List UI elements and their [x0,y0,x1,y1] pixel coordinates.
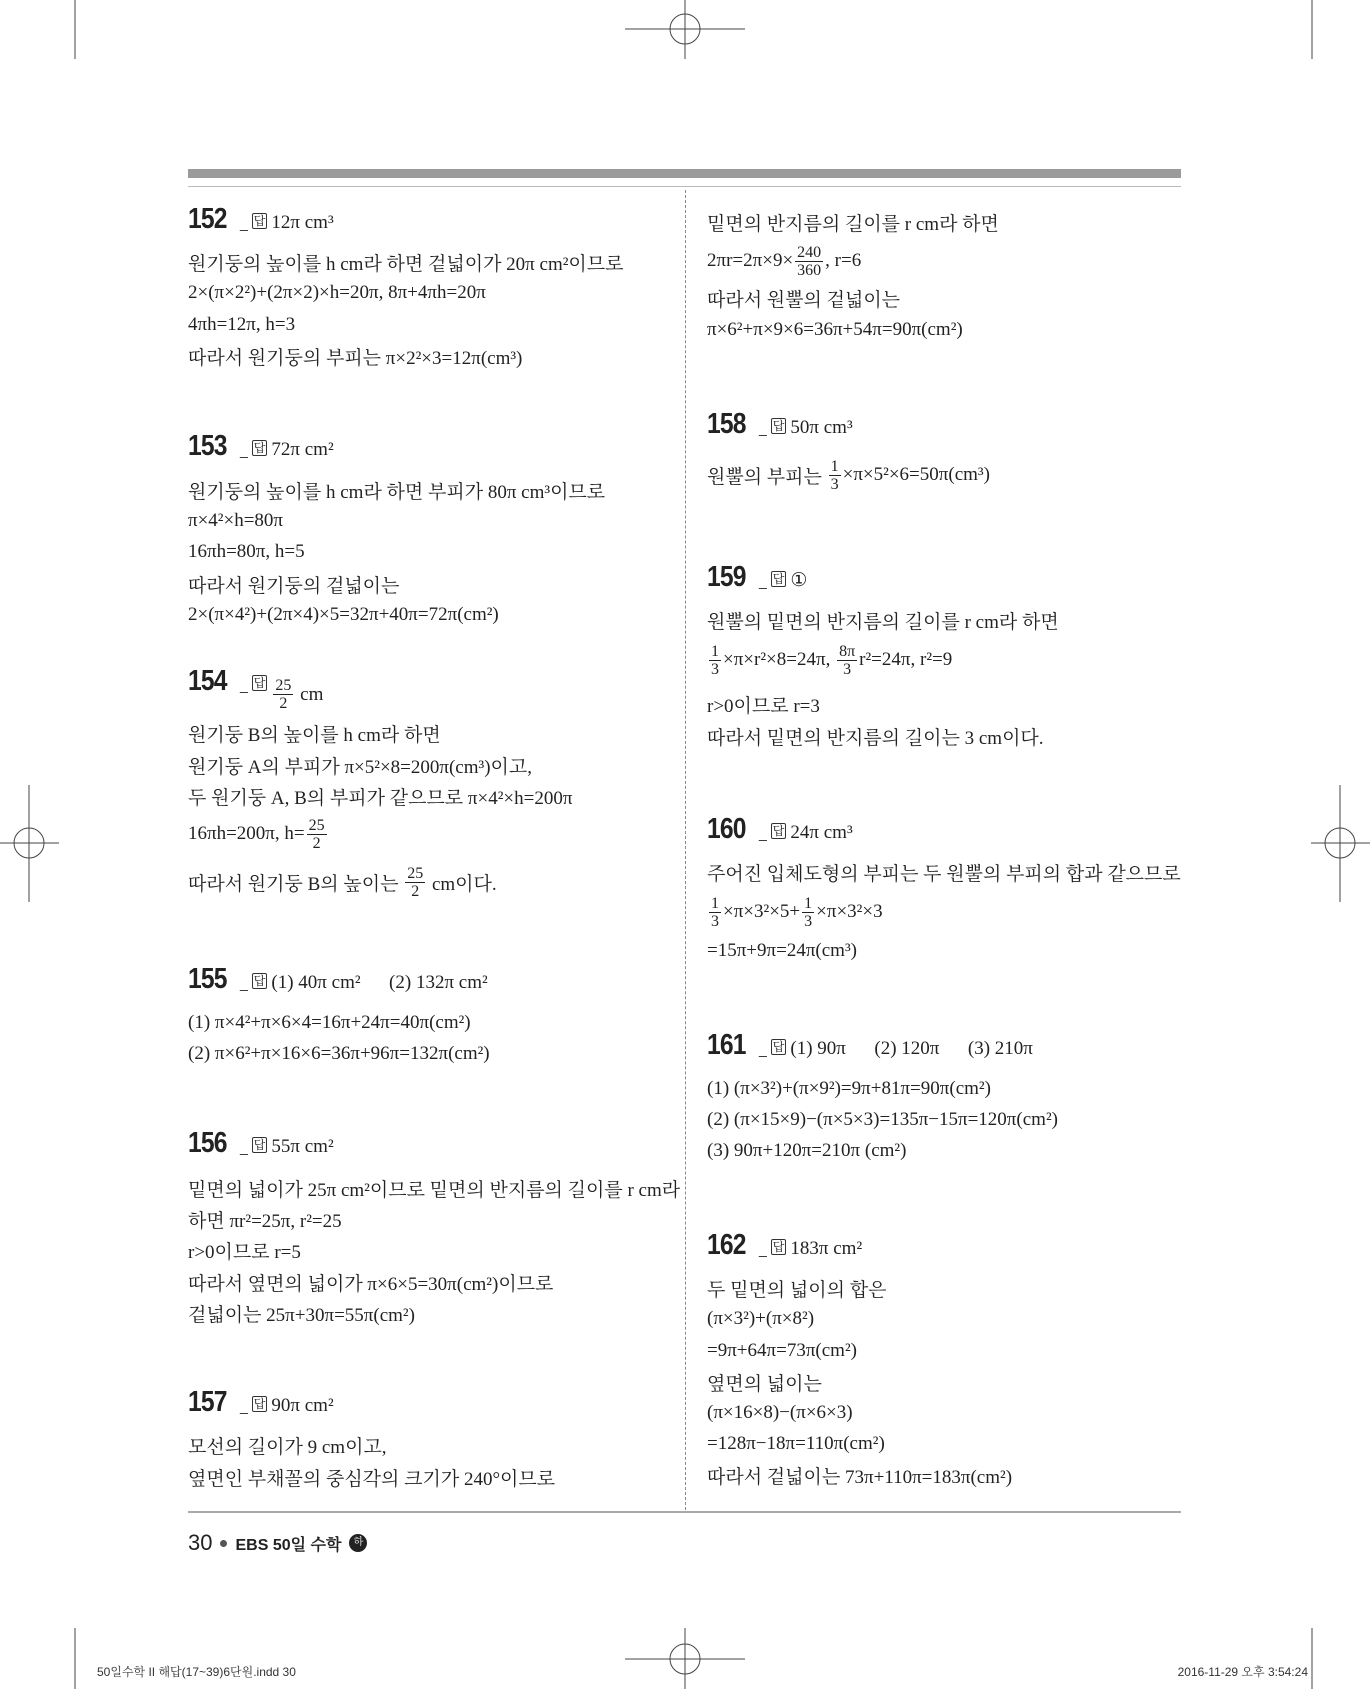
answer-icon: 답 [253,676,266,690]
math-text: 모선의 길이가 9 cm이고, [188,1436,387,1458]
answer-icon: 답 [253,441,266,455]
math-text: r>0이므로 r=5 [188,1241,301,1263]
solution-line [707,936,857,966]
denominator: 2 [279,695,288,712]
page-number: 30 [188,1530,213,1555]
answer-icon: 답 [772,824,785,838]
math-text: 두 원기둥 A, B의 부피가 같으므로 π×4²×h=200π [188,787,573,809]
underscore-mark: _ [759,1241,767,1257]
numerator: 1 [830,457,839,475]
solution-header [188,1386,334,1424]
fraction [837,643,857,678]
math-text: ×π×5²×6=50π(cm³) [842,464,990,485]
problem-number: 153 [188,430,227,462]
solution-line [707,315,963,345]
underscore-mark: _ [759,1041,767,1057]
fraction [802,895,814,930]
math-text: 밑면의 넓이가 25π cm²이므로 밑면의 반지름의 길이를 r cm라 [188,1179,681,1201]
math-text: ×π×r²×8=24π, [723,649,836,670]
solution-line [188,537,305,567]
solution-line [188,506,283,536]
underscore-mark: _ [240,215,248,231]
math-text: =128π−18π=110π(cm²) [707,1433,885,1454]
solution-line [188,1173,680,1203]
denominator: 360 [797,261,822,279]
solution-line [188,278,486,308]
math-text: 밑면의 반지름의 길이를 r cm라 하면 [707,213,999,235]
solution-line [707,283,900,313]
math-text: cm이다. [427,873,497,895]
math-text: (π×3²)+(π×8²) [707,1308,815,1329]
answer-value: ① [790,570,808,591]
solution-line [707,1105,1058,1135]
solution-line [188,475,605,505]
solution-line [188,569,399,599]
solution-line [707,207,999,237]
numerator: 8π [839,642,856,660]
math-text: 2×(π×2²)+(2π×2)×h=20π, 8π+4πh=20π [188,282,486,303]
denominator: 2 [312,834,321,852]
denominator: 2 [411,882,420,900]
math-text: 따라서 원뿔의 겉넓이는 [707,289,901,311]
math-text: (1) π×4²+π×6×4=16π+24π=40π(cm²) [188,1012,471,1033]
solution-line [188,750,532,780]
solution-header [707,1029,1033,1067]
problem-number: 152 [188,203,227,235]
solution-line [707,605,1059,635]
numerator: 1 [711,894,719,912]
math-text: 따라서 옆면의 넓이가 π×6×5=30π(cm²)이므로 [188,1273,554,1295]
solution-header [707,1229,862,1267]
math-text: 원기둥 A의 부피가 π×5²×8=200π(cm³)이고, [188,756,532,778]
solution-line [707,642,953,678]
answer-value: (1) 90π (2) 120π (3) 210π [790,1038,1033,1059]
underscore-mark: _ [240,1398,248,1414]
math-text: 4πh=12π, h=3 [188,314,296,335]
answer-value: 90π cm² [271,1395,334,1416]
solution-line [188,1039,490,1069]
math-text: 옆면인 부채꼴의 중심각의 크기가 240°이므로 [188,1468,556,1490]
denominator: 3 [843,660,852,678]
answer-icon: 답 [253,1397,266,1411]
math-text: 16πh=200π, h= [188,823,305,844]
problem-number: 154 [188,665,227,697]
solution-header [707,813,853,851]
math-text: 2×(π×4²)+(2π×4)×5=32π+40π=72π(cm²) [188,604,499,625]
numerator: 25 [308,816,325,834]
math-text: 따라서 원기둥의 부피는 π×2²×3=12π(cm³) [188,347,523,369]
solution-line [188,600,499,630]
math-text: 따라서 원기둥 B의 높이는 [188,873,404,895]
solution-header [188,203,334,241]
solution-line [188,1430,387,1460]
solution-line [707,894,883,930]
problem-number: 159 [707,561,746,593]
denominator: 3 [711,660,719,678]
problem-number: 161 [707,1029,746,1061]
math-text: =15π+9π=24π(cm³) [707,940,857,961]
numerator: 1 [711,642,719,660]
denominator: 3 [830,475,839,493]
fraction [405,865,425,900]
fraction [795,244,823,279]
solution-line [188,781,572,811]
underscore-mark: _ [240,975,248,991]
solution-line [707,1136,906,1166]
solution-line [707,1273,886,1303]
fraction [273,677,293,712]
math-text: 하면 πr²=25π, r²=25 [188,1210,342,1232]
solution-line [707,1304,814,1334]
solution-header [188,963,488,1001]
fraction [829,458,841,493]
math-text: , r=6 [825,250,862,271]
math-text: π×4²×h=80π [188,510,284,531]
solution-line [707,721,1044,751]
math-text: 두 밑면의 넓이의 합은 [707,1279,887,1301]
answer-icon: 답 [772,572,785,586]
denominator: 3 [711,912,719,930]
answer-icon: 답 [772,1240,785,1254]
solution-header [707,408,853,446]
solution-line [707,243,862,279]
numerator: 25 [407,864,424,882]
math-text: ×π×3²×3 [816,901,883,922]
problem-number: 162 [707,1229,746,1261]
solution-line [707,1460,1012,1490]
solution-header [188,1127,334,1165]
math-text: π×6²+π×9×6=36π+54π=90π(cm²) [707,319,963,340]
solution-line [188,1298,415,1328]
answer-icon: 답 [772,419,785,433]
answer-value: 24π cm³ [790,822,853,843]
solution-header [707,561,807,599]
solution-line [188,1204,342,1234]
math-text: (2) π×6²+π×16×6=36π+96π=132π(cm²) [188,1043,490,1064]
numerator: 25 [275,677,292,694]
page-footer [188,1530,367,1556]
math-text: (2) (π×15×9)−(π×5×3)=135π−15π=120π(cm²) [707,1109,1058,1130]
math-text: 원뿔의 밑면의 반지름의 길이를 r cm라 하면 [707,611,1059,633]
math-text: 따라서 원기둥의 겉넓이는 [188,575,400,597]
footer-rule [188,1511,1181,1513]
math-text: (1) (π×3²)+(π×9²)=9π+81π=90π(cm²) [707,1078,991,1099]
fraction [307,817,327,852]
solution-line [707,1074,991,1104]
answer-value: 72π cm² [271,439,334,460]
fraction [709,643,721,678]
underscore-mark: _ [759,573,767,589]
math-text: 따라서 겉넓이는 73π+110π=183π(cm²) [707,1466,1013,1488]
math-text: ×π×3²×5+ [723,901,801,922]
problem-number: 160 [707,813,746,845]
answer-value: 12π cm³ [271,212,334,233]
math-text: 따라서 밑면의 반지름의 길이는 3 cm이다. [707,727,1044,749]
book-title: EBS 50일 수학 [235,1536,342,1554]
math-text: r²=24π, r²=9 [859,649,953,670]
math-text: 원기둥의 높이를 h cm라 하면 부피가 80π cm³이므로 [188,481,606,503]
header-bar [188,169,1181,178]
header-rule [188,186,1181,187]
answer-value: 55π cm² [271,1136,334,1157]
answer-icon: 답 [253,974,266,988]
math-text: 16πh=80π, h=5 [188,541,305,562]
solution-line [707,857,1181,887]
solution-header [188,430,334,468]
math-text: (3) 90π+120π=210π (cm²) [707,1140,907,1161]
slug-filename: 50일수학 II 해답(17~39)6단원.indd 30 [97,1665,296,1679]
answer-icon: 답 [253,214,266,228]
answer-value: 183π cm² [790,1238,863,1259]
math-text: 2πr=2π×9× [707,250,794,271]
math-text: cm [295,683,324,705]
math-text: 원기둥 B의 높이를 h cm라 하면 [188,724,441,746]
math-text: r>0이므로 r=3 [707,695,820,717]
denominator: 3 [804,912,813,930]
underscore-mark: _ [240,442,248,458]
column-divider [685,190,686,1510]
solution-line [188,864,497,900]
solution-line [188,1008,471,1038]
solution-line [188,341,522,371]
problem-number: 156 [188,1127,227,1159]
solution-line [707,689,820,719]
problem-number: 157 [188,1386,227,1418]
solution-line [707,457,990,493]
volume-badge: 하 [349,1534,367,1552]
problem-number: 158 [707,408,746,440]
bullet-icon [220,1540,227,1547]
math-text: 옆면의 넓이는 [707,1373,822,1395]
solution-line [188,247,623,277]
slug-datetime: 2016-11-29 오후 3:54:24 [1177,1665,1308,1679]
solution-line [188,1462,555,1492]
answer-icon: 답 [772,1040,785,1054]
math-text: 원기둥의 높이를 h cm라 하면 겉넓이가 20π cm²이므로 [188,253,624,275]
math-text: 주어진 입체도형의 부피는 두 원뿔의 부피의 합과 같으므로 [707,863,1181,885]
solution-line [707,1336,857,1366]
answer-value [271,677,323,712]
solution-line [707,1398,853,1428]
underscore-mark: _ [759,420,767,436]
underscore-mark: _ [759,825,767,841]
underscore-mark: _ [240,677,248,693]
answer-icon: 답 [253,1138,266,1152]
underscore-mark: _ [240,1139,248,1155]
solution-line [707,1367,822,1397]
numerator: 240 [797,243,822,261]
solution-line [188,1267,553,1297]
solution-header [188,665,324,712]
math-text: (π×16×8)−(π×6×3) [707,1402,853,1423]
fraction [709,895,721,930]
math-text: 겉넓이는 25π+30π=55π(cm²) [188,1304,415,1326]
solution-line [188,816,329,852]
answer-value: 50π cm³ [790,417,853,438]
answer-value: (1) 40π cm² (2) 132π cm² [271,972,488,993]
numerator: 1 [804,894,813,912]
solution-line [188,310,295,340]
solution-line [188,1235,301,1265]
solution-line [707,1429,885,1459]
problem-number: 155 [188,963,227,995]
solution-line [188,718,441,748]
math-text: =9π+64π=73π(cm²) [707,1340,857,1361]
math-text: 원뿔의 부피는 [707,466,827,488]
